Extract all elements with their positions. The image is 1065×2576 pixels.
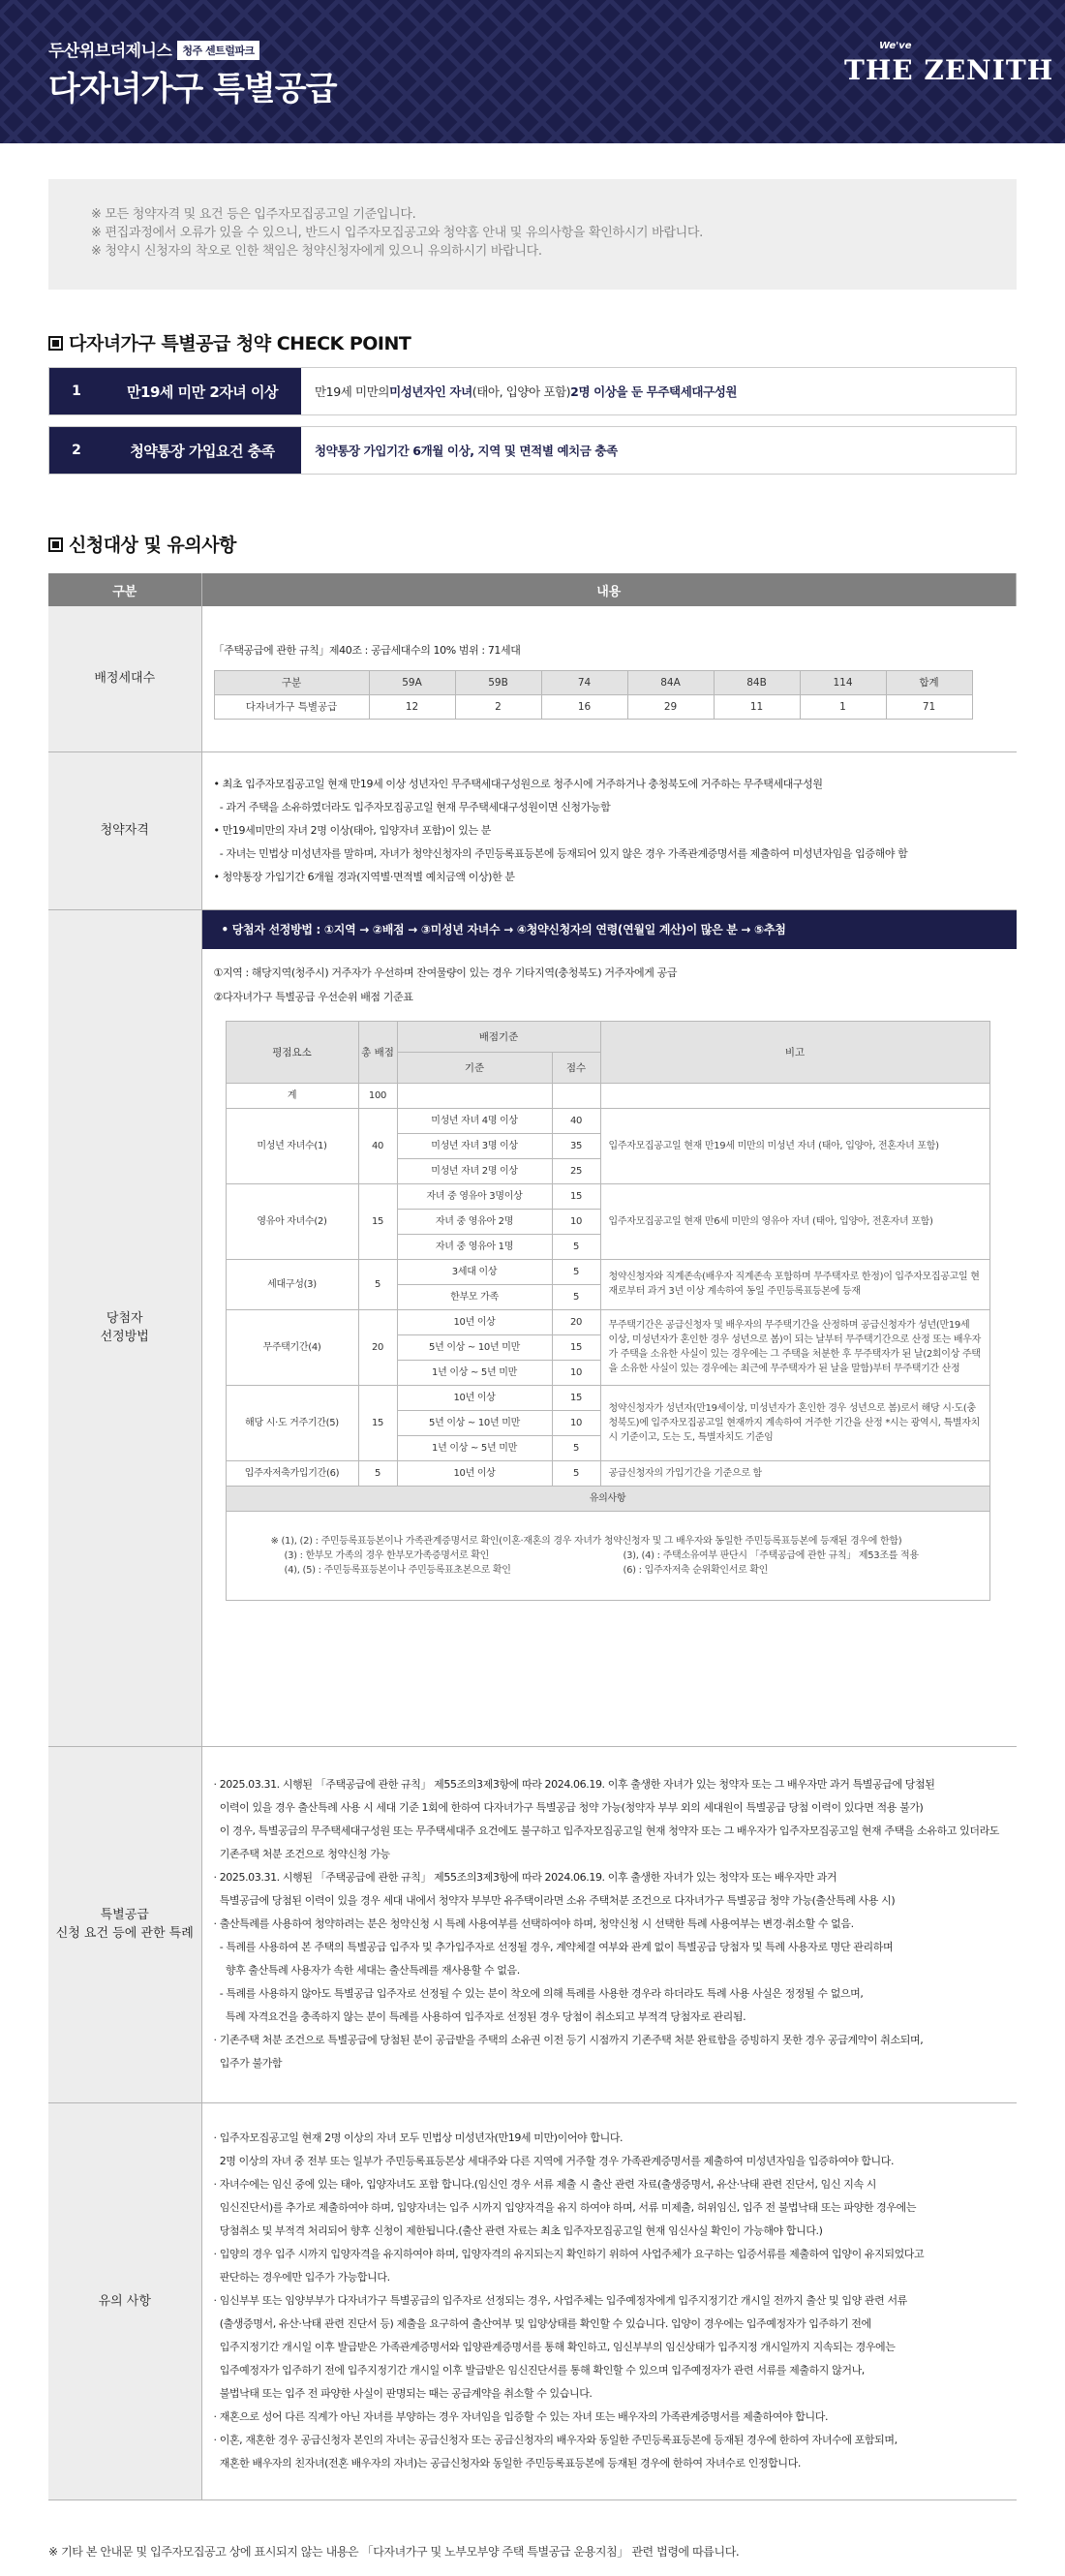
score-row <box>226 1259 989 1284</box>
row-head: 유의 사항 <box>48 2102 201 2499</box>
score-points: 5 <box>552 1460 600 1486</box>
notice-line: ※ 편집과정에서 오류가 있을 수 있으니, 반드시 입주자모집공고와 청약홈 안내 및 유의사항을 확인하시기 바랍니다. <box>91 226 703 240</box>
special-list <box>214 1773 1005 2075</box>
score-factor: 미성년 자녀수(1) <box>226 1108 358 1183</box>
score-points: 40 <box>552 1108 600 1133</box>
remark-line: (3), (4) : 주택소유여부 판단시 「주택공급에 관한 규칙」 제53조를 적용 <box>623 1549 919 1561</box>
page-title: 다자녀가구 특별공급 <box>48 70 337 108</box>
score-total: 5 <box>358 1259 397 1309</box>
score-row <box>226 1309 989 1334</box>
score-points: 10 <box>552 1360 600 1385</box>
text-line: · 입양의 경우 입주 시까지 입양자격을 유지하여야 하며, 입양자격의 유지되는지 확인하기 위하여 사업주체가 요구하는 입증서류를 제출하여 입양이 유지되었다고 <box>213 2248 925 2260</box>
score-note: 무주택기간은 공급신청자 및 배우자의 무주택기간을 산정하며 공급신청자가 성년(만19세 이상, 미성년자가 혼인한 경우 성년으로 봄)이 되는 날부터 무주택기간으로 산정 또는 배우자가 주택을 소유한 사실이 있는 경우에는 그 주택을 처분한 후 무주택자가 된 날(2회이상 주택을 소유한 사실이 있는 경우에는 최근에 무주택자가 된 날을 말함)부터 무주택기간 산정 <box>600 1309 989 1385</box>
score-criterion: 5년 이상 ~ 10년 미만 <box>397 1410 552 1435</box>
text-line: - 과거 주택을 소유하였더라도 입주자모집공고일 현재 무주택세대구성원이면 신청가능함 <box>213 800 611 813</box>
sum-label: 계 <box>226 1083 358 1108</box>
text-line: 입주지정기간 개시일 이후 발급받은 가족관계증명서와 입양관계증명서를 통해 확인하고, 임신부부의 임신상태가 입주지정 개시일까지 지속되는 경우에는 <box>213 2341 896 2353</box>
score-note: 공급신청자의 가입기간을 기준으로 함 <box>600 1460 989 1486</box>
text-line: - 자녀는 민법상 미성년자를 말하며, 자녀가 청약신청자의 주민등록표등본에 등재되어 있지 않은 경우 가족관계증명서를 제출하여 미성년자임을 입증해야 함 <box>213 846 908 860</box>
score-header: 배점기준 <box>397 1021 600 1052</box>
score-total: 15 <box>358 1183 397 1259</box>
row-allocation <box>48 606 1017 751</box>
target-section-title: 신청대상 및 유의사항 <box>48 531 236 557</box>
score-total: 40 <box>358 1108 397 1183</box>
col-header-content: 내용 <box>201 573 1017 606</box>
score-header: 점수 <box>552 1052 600 1083</box>
alloc-cell: 다자녀가구 특별공급 <box>214 694 369 719</box>
alloc-cell: 71 <box>886 694 972 719</box>
row-head: 배정세대수 <box>48 606 201 751</box>
text-line: • 최초 입주자모집공고일 현재 만19세 이상 성년자인 무주택세대구성원으로 청주시에 거주하거나 충청북도에 거주하는 무주택세대구성원 <box>213 777 823 790</box>
remark-line: (6) : 입주자저축 순위확인서로 확인 <box>623 1564 769 1576</box>
text-line: - 특례를 사용하지 않아도 특별공급 입주자로 선정될 수 있는 분이 착오에 의해 특례를 사용한 경우라 하더라도 특례 사용 사실은 정정될 수 없으며, <box>213 1987 864 2000</box>
score-header: 기준 <box>397 1052 552 1083</box>
score-criterion: 10년 이상 <box>397 1385 552 1410</box>
score-points: 5 <box>552 1234 600 1259</box>
row-caution <box>48 2102 1017 2499</box>
checkpoint-row <box>48 426 1017 475</box>
text-line: · 임신부부 또는 임양부부가 다자녀가구 특별공급의 입주자로 선정되는 경우, 사업주체는 입주예정자에게 입주지정기간 개시일 전까지 출산 및 입양 관련 서류 <box>213 2294 907 2307</box>
score-criterion: 미성년 자녀 4명 이상 <box>397 1108 552 1133</box>
alloc-col-header: 59A <box>369 670 455 694</box>
score-points: 15 <box>552 1385 600 1410</box>
alloc-col-header: 114 <box>800 670 886 694</box>
score-total: 5 <box>358 1460 397 1486</box>
text-line: - 특례를 사용하여 본 주택의 특별공급 입주자 및 추가입주자로 선정될 경우, 계약체결 여부와 관계 없이 특별공급 당첨자 및 특례 사용자로 명단 관리하며 <box>213 1941 894 1953</box>
score-criterion: 1년 이상 ~ 5년 미만 <box>397 1435 552 1460</box>
col-header-category: 구분 <box>48 573 201 606</box>
score-points: 5 <box>552 1284 600 1309</box>
square-bullet-icon <box>48 336 63 351</box>
alloc-col-header: 84B <box>714 670 800 694</box>
footer-note: ※ 기타 본 안내문 및 입주자모집공고 상에 표시되지 않는 내용은 「다자녀가구 및 노부모부양 주택 특별공급 운용지침」 관련 법령에 따릅니다. <box>48 2545 740 2559</box>
header-banner <box>0 0 1065 143</box>
score-points: 15 <box>552 1183 600 1209</box>
remark-box <box>226 1511 989 1600</box>
notice-line: ※ 청약시 신청자의 착오로 인한 책임은 청약신청자에게 있으니 유의하시기 바랍니다. <box>91 244 542 259</box>
score-points: 25 <box>552 1158 600 1183</box>
score-factor: 입주자저축가입기간(6) <box>226 1460 358 1486</box>
row-special-exception <box>48 1746 1017 2102</box>
score-criterion: 1년 이상 ~ 5년 미만 <box>397 1360 552 1385</box>
checkpoint-title: 다자녀가구 특별공급 청약 CHECK POINT <box>48 329 411 355</box>
selection-rule: ①지역 : 해당지역(청주시) 거주자가 우선하며 잔여물량이 있는 경우 기타지역(충청북도) 거주자에게 공급 <box>213 966 678 979</box>
text-line: · 이혼, 재혼한 경우 공급신청자 본인의 자녀는 공급신청자 또는 공급신청자의 배우자와 동일한 주민등록표등본에 등재된 경우에 한하여 자녀수에 포함되며, <box>213 2434 898 2446</box>
zenith-logo: THE ZENITH <box>844 54 1054 86</box>
text-line: 당첨취소 및 부적격 처리되어 향후 신청이 제한됩니다.(출산 관련 자료는 최초 입주자모집공고일 현재 임신사실 확인이 가능해야 합니다.) <box>213 2224 823 2237</box>
square-bullet-icon <box>48 537 63 552</box>
text-line: · 재혼으로 성어 다른 직계가 아닌 자녀를 부양하는 경우 자녀임을 입증할 수 있는 자녀 또는 배우자의 가족관계증명서를 제출하여야 합니다. <box>213 2410 829 2423</box>
alloc-cell: 11 <box>714 694 800 719</box>
eligibility-table <box>48 573 1017 2500</box>
score-row <box>226 1183 989 1209</box>
score-criterion: 5년 이상 ~ 10년 미만 <box>397 1334 552 1360</box>
remark-line: ※ (1), (2) : 주민등록표등본이나 가족관계증명서로 확인(이혼·재혼의 경우 자녀가 청약신청자 및 그 배우자와 동일한 주민등록표등본에 등재된 경우에 한함) <box>270 1535 902 1547</box>
text-line: 판단하는 경우에만 입주가 가능합니다. <box>213 2271 390 2284</box>
score-total: 20 <box>358 1309 397 1385</box>
remark-title: 유의사항 <box>226 1486 989 1511</box>
score-table <box>226 1021 990 1601</box>
selection-method-bar: • 당첨자 선정방법 : ①지역 → ②배점 → ③미성년 자녀수 → ④청약신청자의 연령(연월일 계산)이 많은 분 → ⑤추첨 <box>202 910 1017 949</box>
score-criterion: 10년 이상 <box>397 1309 552 1334</box>
row-head: 청약자격 <box>48 751 201 909</box>
alloc-col-header: 74 <box>541 670 627 694</box>
score-criterion: 자녀 중 영유아 2명 <box>397 1209 552 1234</box>
text-line: · 2025.03.31. 시행된 「주택공급에 관한 규칙」 제55조의3제3항에 따라 2024.06.19. 이후 출생한 자녀가 있는 청약자 또는 배우자만 과거 <box>213 1871 837 1884</box>
score-header: 총 배점 <box>358 1021 397 1083</box>
text-line: 기존주택 처분 조건으로 청약신청 가능 <box>213 1848 390 1860</box>
alloc-cell: 29 <box>627 694 714 719</box>
score-points: 35 <box>552 1133 600 1158</box>
score-factor: 영유아 자녀수(2) <box>226 1183 358 1259</box>
score-criterion: 3세대 이상 <box>397 1259 552 1284</box>
score-header: 평점요소 <box>226 1021 358 1083</box>
alloc-cell: 1 <box>800 694 886 719</box>
checkpoint-text: 만19세 미만의 미성년자인 자녀 (태아, 입양아 포함) 2명 이상을 둔 무주택세대구성원 <box>315 384 738 399</box>
text-line: · 출산특례를 사용하여 청약하려는 분은 청약신청 시 특례 사용여부를 선택하여야 하며, 청약신청 시 선택한 특례 사용여부는 변경·취소할 수 없음. <box>213 1917 854 1930</box>
text-line: • 만19세미만의 자녀 2명 이상(태아, 입양자녀 포함)이 있는 분 <box>213 823 492 837</box>
text-line: 재혼한 배우자의 친자녀(전혼 배우자의 자녀)는 공급신청자와 동일한 주민등록표등본에 등재된 경우에 한하여 자녀수로 인정합니다. <box>213 2457 801 2469</box>
score-criterion: 10년 이상 <box>397 1460 552 1486</box>
checkpoint-row <box>48 367 1017 415</box>
text-line: 특례 자격요건을 충족하지 않는 분이 특례를 사용하여 입주자로 선정된 경우 당첨이 취소되고 부적격 당첨자로 관리됨. <box>213 2010 746 2023</box>
text-line: 임신진단서)를 추가로 제출하여야 하며, 입양자녀는 입주 시까지 입양자격을 유지 하여야 하며, 서류 미제출, 허위임신, 입주 전 불법낙태 또는 파양한 경우에는 <box>213 2201 917 2214</box>
text-line: · 자녀수에는 임신 중에 있는 태아, 입양자녀도 포함 합니다.(임신인 경우 서류 제출 시 출산 관련 자료(출생증명서, 유산·낙태 관련 진단서, 임신 지속 시 <box>213 2178 876 2191</box>
checkpoint-label: 만19세 미만 2자녀 이상 <box>104 368 301 414</box>
allocation-table <box>214 670 973 720</box>
text-line: 2명 이상의 자녀 중 전부 또는 일부가 주민등록표등본상 세대주와 다른 지역에 거주할 경우 가족관계증명서를 제출하여 미성년자임을 입증하여야 합니다. <box>213 2155 895 2167</box>
sum-total: 100 <box>358 1083 397 1108</box>
text-line: 이력이 있을 경우 출산특례 사용 시 세대 기준 1회에 한하여 다자녀가구 특별공급 청약 가능(청약자 부부 외의 세대원이 특별공급 당첨 이력이 있다면 적용 불가) <box>213 1801 924 1814</box>
alloc-col-header: 84A <box>627 670 714 694</box>
alloc-cell: 2 <box>455 694 541 719</box>
row-head: 당첨자 선정방법 <box>48 909 201 1746</box>
score-points: 10 <box>552 1209 600 1234</box>
text-line: · 2025.03.31. 시행된 「주택공급에 관한 규칙」 제55조의3제3항에 따라 2024.06.19. 이후 출생한 자녀가 있는 청약자 또는 그 배우자만 과거 특별공급에 당첨된 <box>213 1778 935 1791</box>
text-line: • 청약통장 가입기간 6개월 경과(지역별·면적별 예치금액 이상)한 분 <box>213 870 515 883</box>
score-criterion: 자녀 중 영유아 1명 <box>397 1234 552 1259</box>
text-line: · 기존주택 처분 조건으로 특별공급에 당첨된 분이 공급받을 주택의 소유권 이전 등기 시점까지 기존주택 처분 완료함을 증빙하지 못한 경우 공급계약이 취소되며, <box>213 2034 924 2046</box>
score-points: 10 <box>552 1410 600 1435</box>
score-note: 입주자모집공고일 현재 만19세 미만의 미성년 자녀 (태아, 입양아, 전혼자녀 포함) <box>600 1108 989 1183</box>
text-line: 향후 출산특례 사용자가 속한 세대는 출산특례를 재사용할 수 없음. <box>213 1964 520 1977</box>
text-line: 입주예정자가 입주하기 전에 입주지정기간 개시일 이후 발급받은 임신진단서를 통해 확인할 수 있으며 입주예정자가 관련 서류를 제출하지 않거나, <box>213 2364 865 2377</box>
score-row <box>226 1385 989 1410</box>
alloc-col-header: 구분 <box>214 670 369 694</box>
row-qualification <box>48 751 1017 909</box>
score-factor: 해당 시·도 거주기간(5) <box>226 1385 358 1460</box>
alloc-col-header: 합계 <box>886 670 972 694</box>
text-line: · 입주자모집공고일 현재 2명 이상의 자녀 모두 민법상 미성년자(만19세 미만)이어야 합니다. <box>213 2131 624 2144</box>
brand-name: 두산위브더제니스 청주 센트럴파크 <box>48 37 259 61</box>
checkpoint-number: 1 <box>49 368 104 414</box>
allocation-text: 「주택공급에 관한 규칙」제40조 : 공급세대수의 10% 범위 : 71세대 <box>213 643 521 657</box>
score-points: 20 <box>552 1309 600 1334</box>
score-note: 청약신청자가 성년자(만19세이상, 미성년자가 혼인한 경우 성년으로 봄)로서 해당 시·도(충청북도)에 입주자모집공고일 현재까지 계속하여 거주한 기간을 산정 *시는 광역시, 특별자치시 기준이고, 도는 도, 특별자치도 기준임 <box>600 1385 989 1460</box>
score-note: 입주자모집공고일 현재 만6세 미만의 영유아 자녀 (태아, 입양아, 전혼자녀 포함) <box>600 1183 989 1259</box>
score-points: 5 <box>552 1259 600 1284</box>
score-criterion: 미성년 자녀 3명 이상 <box>397 1133 552 1158</box>
score-criterion: 자녀 중 영유아 3명이상 <box>397 1183 552 1209</box>
score-criterion: 미성년 자녀 2명 이상 <box>397 1158 552 1183</box>
score-factor: 세대구성(3) <box>226 1259 358 1309</box>
text-line: (출생증명서, 유산·낙태 관련 진단서 등) 제출을 요구하여 출산여부 및 입양상태를 확인할 수 있습니다. 입양이 경우에는 입주예정자가 입주하기 전에 <box>213 2317 871 2330</box>
alloc-cell: 12 <box>369 694 455 719</box>
score-row <box>226 1460 989 1486</box>
score-header: 비고 <box>600 1021 989 1083</box>
checkpoint-text: 청약통장 가입기간 6개월 이상, 지역 및 면적별 예치금 충족 <box>315 444 618 458</box>
text-line: 특별공급에 당첨된 이력이 있을 경우 세대 내에서 청약자 부부만 유주택이라면 소유 주택처분 조건으로 다자녀가구 특별공급 청약 가능(출산특례 사용 시) <box>213 1894 896 1907</box>
remark-line: (4), (5) : 주민등록표등본이나 주민등록표초본으로 확인 <box>284 1564 511 1576</box>
score-row <box>226 1108 989 1133</box>
row-head: 특별공급 신청 요건 등에 관한 특례 <box>48 1746 201 2102</box>
score-note: 청약신청자와 직계존속(배우자 직계존속 포함하며 무주택자로 한정)이 입주자모집공고일 현재로부터 과거 3년 이상 계속하여 동일 주민등록표등본에 등재 <box>600 1259 989 1309</box>
alloc-cell: 16 <box>541 694 627 719</box>
checkpoint-label: 청약통장 가입요건 충족 <box>104 427 301 474</box>
selection-rule: ②다자녀가구 특별공급 우선순위 배점 기준표 <box>213 990 413 1003</box>
caution-list <box>214 2127 1005 2475</box>
score-points: 15 <box>552 1334 600 1360</box>
logo-tagline: We've <box>879 41 912 51</box>
score-factor: 무주택기간(4) <box>226 1309 358 1385</box>
qualification-list <box>214 773 1005 889</box>
score-total: 15 <box>358 1385 397 1460</box>
checkpoint-number: 2 <box>49 427 104 474</box>
alloc-col-header: 59B <box>455 670 541 694</box>
text-line: 입주가 불가함 <box>213 2057 283 2070</box>
row-winner-selection <box>48 909 1017 1746</box>
score-points: 5 <box>552 1435 600 1460</box>
text-line: 불법낙태 또는 입주 전 파양한 사실이 판명되는 때는 공급계약을 취소할 수 있습니다. <box>213 2387 593 2400</box>
score-criterion: 한부모 가족 <box>397 1284 552 1309</box>
remark-line: (3) : 한부모 가족의 경우 한부모가족증명서로 확인 <box>284 1549 489 1561</box>
notice-line: ※ 모든 청약자격 및 요건 등은 입주자모집공고일 기준입니다. <box>91 207 416 222</box>
notice-box <box>48 179 1017 290</box>
complex-badge: 청주 센트럴파크 <box>177 41 259 60</box>
text-line: 이 경우, 특별공급의 무주택세대구성원 또는 무주택세대주 요건에도 불구하고 입주자모집공고일 현재 청약자 또는 그 배우자가 입주자모집공고일 현재 주택을 소유하고 있더라도 <box>213 1825 1000 1837</box>
